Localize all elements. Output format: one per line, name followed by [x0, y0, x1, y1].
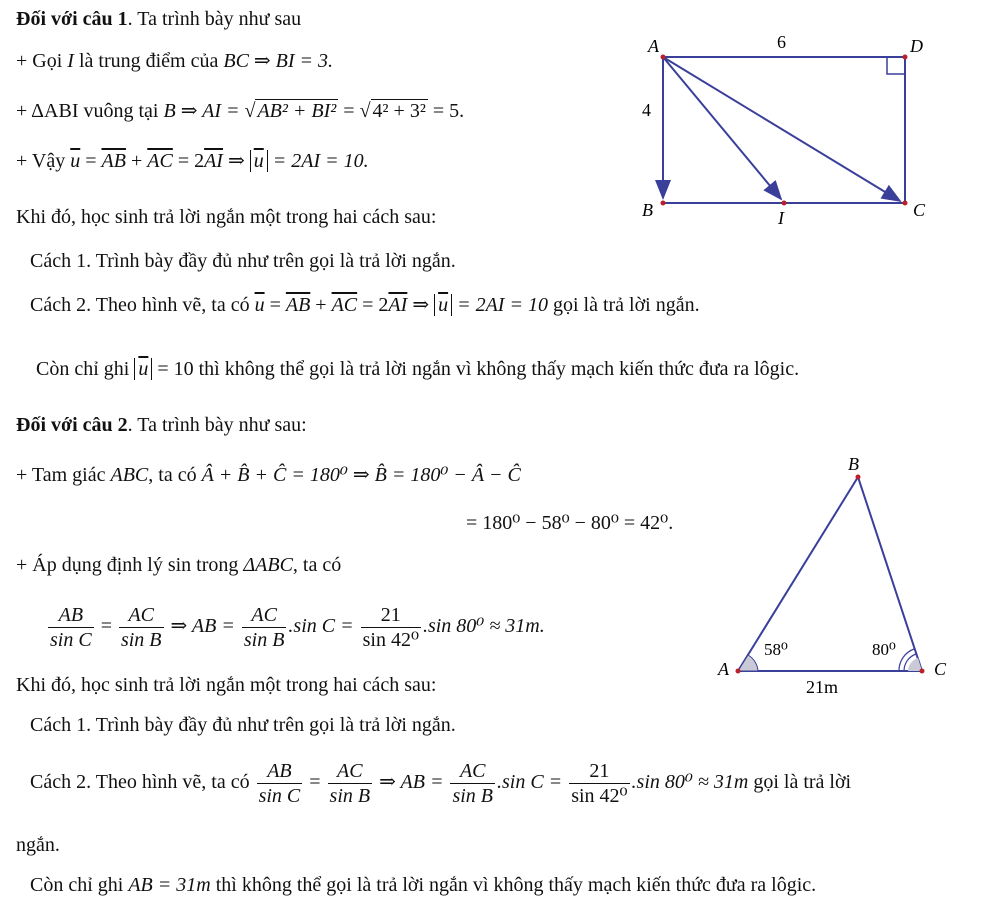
frac-den: sin B [120, 628, 162, 651]
frac-num: AB [48, 603, 94, 628]
point-a [736, 669, 741, 674]
q1-note-a: Còn chỉ ghi [36, 358, 135, 380]
q2-line1-c: Â + B̂ + Ĉ = 180⁰ ⇒ B̂ = 180⁰ − Â − Ĉ [201, 464, 521, 486]
frac-den: sin 42⁰ [362, 628, 419, 651]
q1-line2-c: B ⇒ AI = [163, 100, 245, 122]
q1-way2-b: = [264, 294, 286, 316]
q1-abs-u: $\overline{u}$ [253, 150, 264, 172]
q2-way2-sinc: .sin C = [497, 771, 568, 793]
q1-note-c: thì không thể gọi là trả lời ngắn vì không thấy mạch kiến thức đưa ra lôgic. [193, 358, 800, 380]
q1-way2-u: $\overline{u}$ [254, 294, 265, 316]
label-angle-a: 58⁰ [764, 640, 788, 659]
q2-note-c: thì không thể gọi là trả lời ngắn vì không thấy mạch kiến thức đưa ra lôgic. [210, 874, 817, 896]
q2-note-b: AB = 31m [128, 874, 211, 896]
label-i: I [778, 208, 784, 228]
q1-line-vector [16, 148, 369, 174]
label-c: C [934, 659, 947, 679]
label-b: B [848, 454, 859, 474]
q2-heading [16, 412, 307, 438]
q2-line1-tri: ABC [110, 464, 149, 486]
label-base-length: 21m [806, 677, 839, 697]
q1-note-b: = 10 [152, 358, 194, 380]
vector-ac [663, 57, 900, 201]
q1-note [36, 356, 799, 382]
q1-line-pythagoras: + ΔABI vuông tại B ⇒ AI = √ AB² + BI² = √ 4² + 3² = 5. [16, 100, 465, 122]
frac-den: sin B [243, 628, 285, 651]
label-c: C [913, 200, 926, 220]
point-a [661, 55, 666, 60]
frac-den: sin B [452, 784, 493, 807]
frac-num: 21 [361, 603, 421, 628]
q1-vec-ab: $\overline{AB}$ [101, 150, 126, 172]
q1-line2-end: = 5. [427, 100, 465, 122]
q1-way2-ai: $\overline{AI}$ [388, 294, 408, 316]
frac-num: AC [450, 759, 495, 784]
q1-line2-a: + ΔABI [16, 100, 79, 122]
formula-sinc: .sin C = [288, 615, 359, 637]
q1-line3-b: = [80, 150, 102, 172]
q1-way2-e: = 2AI = 10 [452, 294, 548, 316]
q2-way2-tail: gọi là trả lời [748, 771, 852, 793]
q2-line1-a: + Tam giác [16, 464, 111, 486]
q2-note-a: Còn chỉ ghi [30, 874, 129, 896]
label-left-length: 4 [642, 100, 651, 120]
q1-way2-ab: $\overline{AB}$ [285, 294, 311, 316]
q2-heading-bold: Đối với câu 2 [16, 414, 128, 436]
q1-way1: Cách 1. Trình bày đầy đủ như trên gọi là trả lời ngắn. [30, 250, 456, 272]
q1-answer-intro: Khi đó, học sinh trả lời ngắn một trong hai cách sau: [16, 206, 437, 228]
q1-line3-e: = 2AI = 10. [267, 150, 369, 172]
point-i [782, 201, 787, 206]
q1-note-absu: $\overline{u}$ [138, 358, 149, 380]
q1-heading-rest: . Ta trình bày như sau [127, 8, 302, 30]
q2-formula: $\frac{AB}{\text{sin C}}$ = $\frac{AC}{\text{sin B}}$ ⇒ AB = $\frac{AC}{\text{sin B}}$ .sin C = $\frac{21}{\text{sin 42⁰}}$ .sin 80⁰ ≈ 31m. [50, 603, 545, 651]
q1-way2-f: gọi là trả lời ngắn. [547, 294, 700, 316]
q1-heading [16, 6, 301, 32]
q1-way2-c: = 2 [357, 294, 389, 316]
frac-den: sin C [258, 784, 301, 807]
point-c [903, 201, 908, 206]
q1-figure [630, 30, 940, 230]
label-a: A [718, 659, 729, 679]
angle-c-fill [908, 658, 922, 671]
q2-way2-frac2 [328, 759, 373, 808]
frac-ac-sinb-2 [242, 603, 287, 652]
q2-way2: Cách 2. Theo hình vẽ, ta có $\frac{AB}{\text{sin C}}$ = $\frac{AC}{\text{sin B}}$ ⇒ AB = $\frac{AC}{\text{sin B}}$ .sin C = $\frac{21}{\text{sin 42⁰}}$ .sin 80⁰ ≈ 31m gọi là trả lời [30, 759, 852, 807]
q2-way1: Cách 1. Trình bày đầy đủ như trên gọi là trả lời ngắn. [30, 714, 456, 736]
q1-line2-sqrt2: 4² + 3² [372, 100, 426, 122]
q1-vec-u: $\overline{u}$ [70, 150, 81, 172]
q1-line-midpoint [16, 48, 333, 74]
frac-den: sin 42⁰ [571, 784, 628, 807]
q1-line1-c: BC ⇒ BI = 3. [223, 50, 334, 72]
q1-line1-var: I [67, 50, 74, 72]
frac-ab-sinc [48, 603, 94, 652]
label-a: A [648, 36, 659, 56]
q1-heading-bold: Đối với câu 1 [16, 8, 128, 30]
point-b [661, 201, 666, 206]
q1-way2-absu: $\overline{u}$ [438, 294, 449, 316]
q2-figure [700, 450, 990, 700]
q1-line2-sqrt1: AB² + BI² [257, 100, 337, 122]
q2-line-angles [16, 462, 521, 488]
q1-line2-b: vuông tại [78, 100, 164, 122]
angle-a-mark [738, 655, 758, 671]
q1-way2 [30, 292, 700, 318]
frac-21-sin42 [361, 603, 421, 652]
q1-line1-a: + Gọi [16, 50, 68, 72]
q1-way2-a: Cách 2. Theo hình vẽ, ta có [30, 294, 255, 316]
q1-way2-plus: + [310, 294, 332, 316]
formula-end: .sin 80⁰ ≈ 31m. [422, 615, 545, 637]
frac-ac-sinb [119, 603, 164, 652]
q1-vec-ac: $\overline{AC}$ [147, 150, 173, 172]
q2-heading-rest: . Ta trình bày như sau: [127, 414, 307, 436]
q2-line1-b: , ta có [148, 464, 202, 486]
vector-ai [663, 57, 781, 199]
frac-num: AC [119, 603, 164, 628]
q2-way2-frac4 [569, 759, 629, 808]
q2-way2-a: Cách 2. Theo hình vẽ, ta có [30, 771, 255, 793]
frac-den: sin B [329, 784, 371, 807]
q2-line3-a: + Áp dụng định lý sin trong [16, 554, 244, 576]
q1-line3-a: + Vậy [16, 150, 71, 172]
frac-num: 21 [569, 759, 629, 784]
label-d: D [910, 36, 923, 56]
label-b: B [642, 200, 653, 220]
q1-line3-d: ⇒ [222, 150, 250, 172]
frac-num: AC [242, 603, 287, 628]
q2-way2-implies: ⇒ AB = [374, 771, 449, 793]
q1-way2-d: ⇒ [407, 294, 435, 316]
q2-way2-frac1 [257, 759, 303, 808]
q1-line2-eq: = [338, 100, 360, 122]
point-d [903, 55, 908, 60]
frac-den: sin C [50, 628, 92, 651]
point-c [920, 669, 925, 674]
q2-line3-tri: ΔABC [243, 554, 293, 576]
q1-line3-plus: + [125, 150, 148, 172]
q1-line3-c: = 2 [172, 150, 205, 172]
q2-line3-b: , ta có [292, 554, 342, 576]
q1-way2-ac: $\overline{AC}$ [331, 294, 358, 316]
label-angle-c: 80⁰ [872, 640, 896, 659]
q2-way2-wrap: ngắn. [16, 834, 60, 856]
frac-num: AB [257, 759, 303, 784]
q1-line1-b: là trung điểm của [73, 50, 224, 72]
q1-vec-ai: $\overline{AI}$ [204, 150, 223, 172]
label-top-length: 6 [777, 32, 786, 52]
q2-way2-frac3 [450, 759, 495, 808]
q2-line-angle-result: = 180⁰ − 58⁰ − 80⁰ = 42⁰. [466, 512, 674, 534]
point-b [856, 475, 861, 480]
q2-line-sine-rule [16, 552, 341, 578]
frac-num: AC [328, 759, 373, 784]
q2-answer-intro: Khi đó, học sinh trả lời ngắn một trong hai cách sau: [16, 674, 437, 696]
q2-way2-end: .sin 80⁰ ≈ 31m [631, 771, 749, 793]
formula-implies: ⇒ AB = [165, 615, 240, 637]
q2-note [30, 872, 816, 898]
right-angle-mark [887, 57, 905, 74]
